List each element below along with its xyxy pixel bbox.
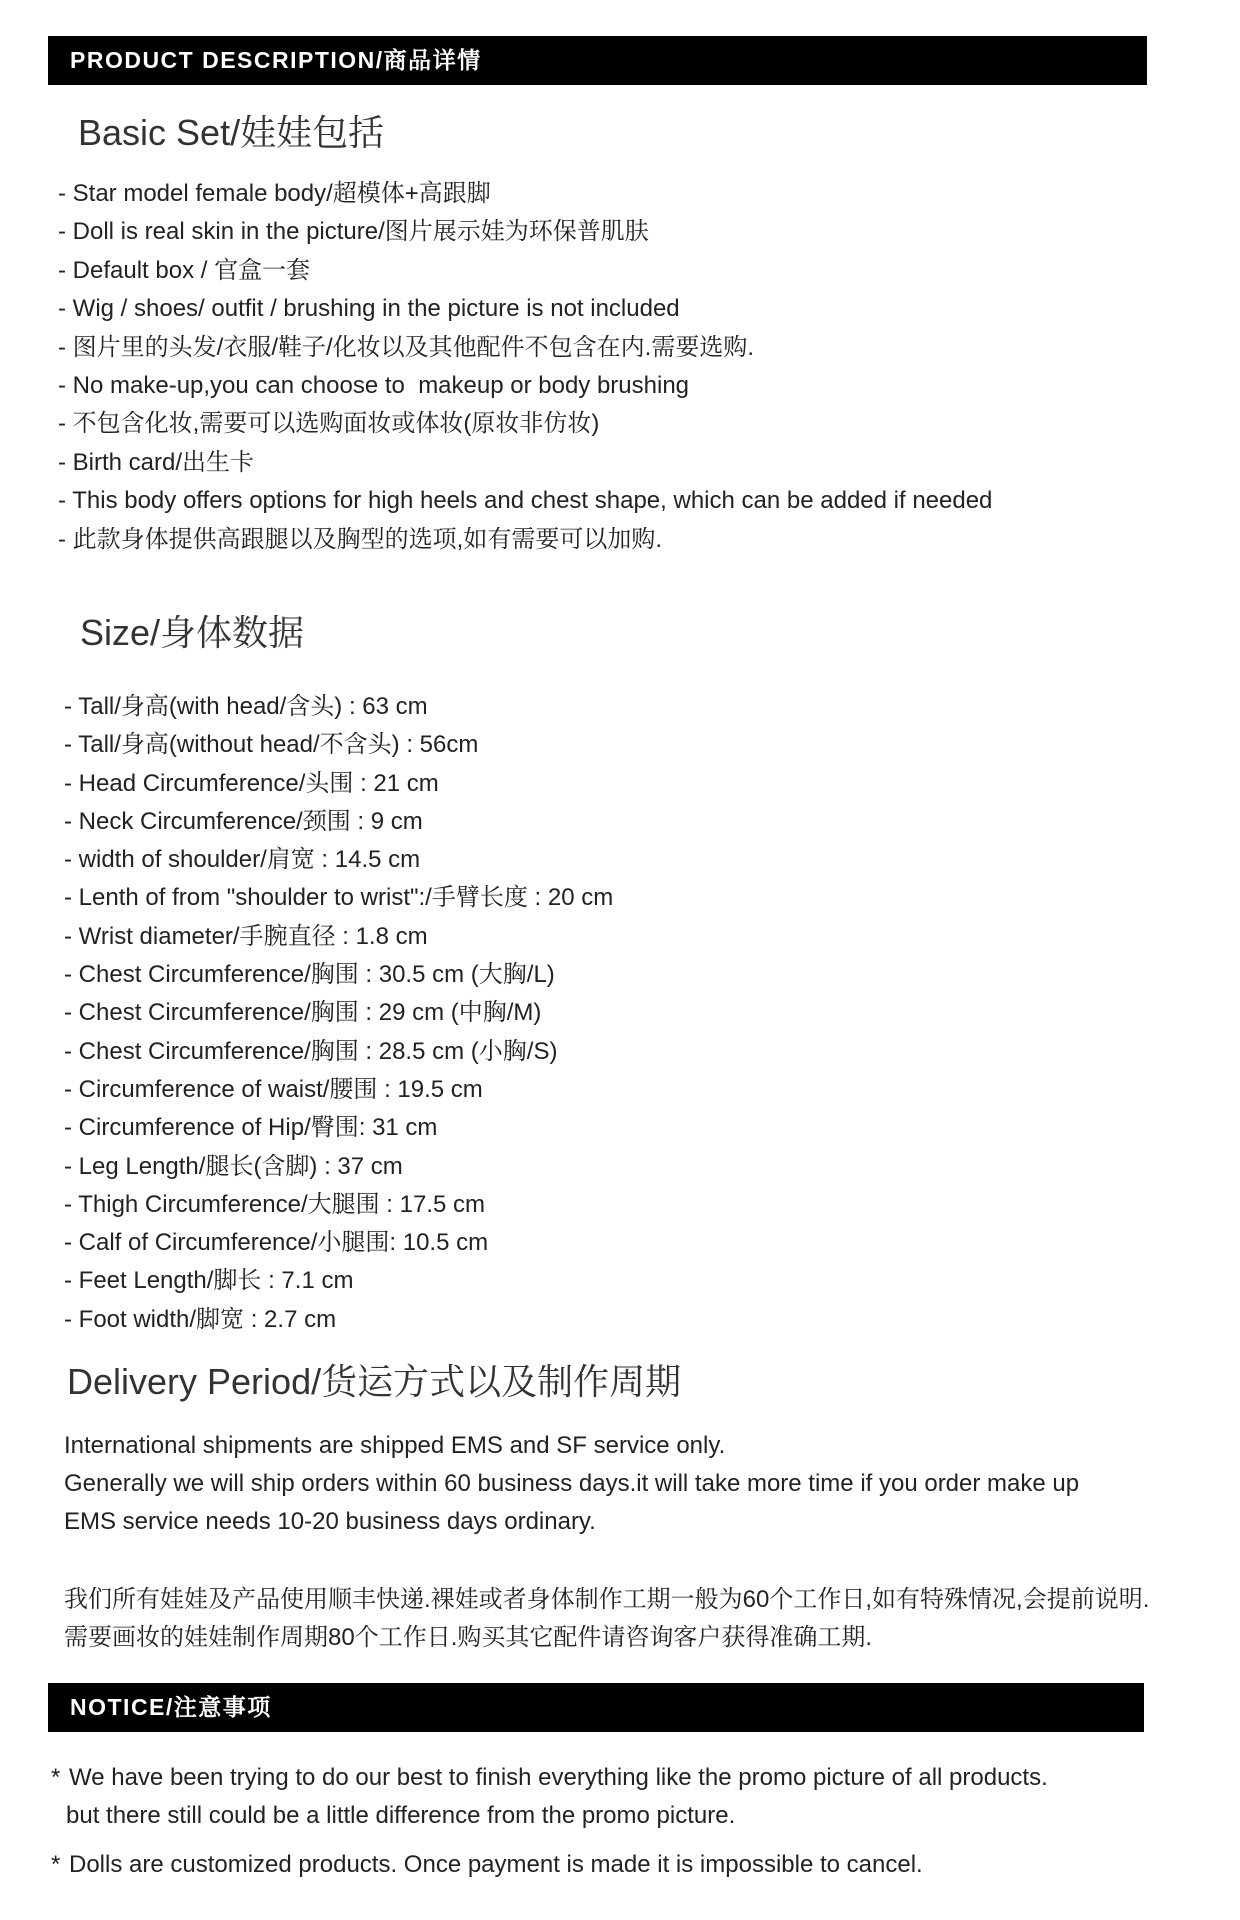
size-item: - Lenth of from "shoulder to wrist":/手臂长度 : 20 cm bbox=[64, 884, 614, 912]
delivery-english-line: International shipments are shipped EMS and SF service only. bbox=[64, 1432, 726, 1459]
notice-item bbox=[51, 1759, 1048, 1835]
notice-header-title: NOTICE/注意事项 bbox=[70, 1694, 272, 1720]
size-item: - width of shoulder/肩宽 : 14.5 cm bbox=[64, 846, 421, 874]
size-item: - Circumference of waist/腰围 : 19.5 cm bbox=[64, 1075, 483, 1103]
delivery-chinese-line: 需要画妆的娃娃制作周期80个工作日.购买其它配件请咨询客户获得准确工期. bbox=[64, 1624, 873, 1651]
size-item: - Circumference of Hip/臀围: 31 cm bbox=[64, 1114, 438, 1142]
delivery-period-heading: Delivery Period/货运方式以及制作周期 bbox=[67, 1361, 682, 1402]
size-item: - Neck Circumference/颈围 : 9 cm bbox=[64, 807, 423, 835]
size-item: - Tall/身高(with head/含头) : 63 cm bbox=[64, 693, 428, 720]
basic-set-list bbox=[58, 175, 992, 559]
notice-header-bar bbox=[48, 1683, 1144, 1732]
notice-line: but there still could be a little difference from the promo picture. bbox=[66, 1802, 736, 1829]
basic-set-item: - Birth card/出生卡 bbox=[58, 448, 255, 476]
size-item: - Chest Circumference/胸围 : 28.5 cm (小胸/S) bbox=[64, 1037, 558, 1065]
size-item: - Thigh Circumference/大腿围 : 17.5 cm bbox=[64, 1190, 486, 1218]
basic-set-item: - 不包含化妆,需要可以选购面妆或体妆(原妆非仿妆) bbox=[58, 410, 600, 438]
size-item: - Wrist diameter/手腕直径 : 1.8 cm bbox=[64, 922, 428, 950]
asterisk-bullet: * bbox=[51, 1851, 61, 1878]
delivery-chinese-line: 我们所有娃娃及产品使用顺丰快递.裸娃或者身体制作工期一般为60个工作日,如有特殊情况,会提前说明. bbox=[64, 1586, 1150, 1613]
size-item: - Leg Length/腿长(含脚) : 37 cm bbox=[64, 1152, 403, 1180]
delivery-english-line: Generally we will ship orders within 60 business days.it will take more time if you order make up bbox=[64, 1470, 1080, 1497]
notice-line: We have been trying to do our best to finish everything like the promo picture of all products. bbox=[69, 1764, 1048, 1791]
notice-item bbox=[51, 1846, 923, 1884]
delivery-english-line: EMS service needs 10-20 business days ordinary. bbox=[64, 1508, 596, 1535]
size-item: - Chest Circumference/胸围 : 29 cm (中胸/M) bbox=[64, 999, 542, 1027]
basic-set-item: - Wig / shoes/ outfit / brushing in the picture is not included bbox=[58, 295, 680, 323]
size-item: - Chest Circumference/胸围 : 30.5 cm (大胸/L) bbox=[64, 961, 555, 989]
product-description-header-bar bbox=[48, 36, 1147, 85]
basic-set-item: - 此款身体提供高跟腿以及胸型的选项,如有需要可以加购. bbox=[58, 525, 662, 553]
notice-line: Dolls are customized products. Once payment is made it is impossible to cancel. bbox=[69, 1851, 923, 1878]
size-list bbox=[64, 688, 613, 1339]
basic-set-item: - No make-up,you can choose to makeup or body brushing bbox=[58, 371, 690, 399]
size-item: - Tall/身高(without head/不含头) : 56cm bbox=[64, 731, 479, 759]
size-item: - Head Circumference/头围 : 21 cm bbox=[64, 769, 439, 797]
basic-set-item: - 图片里的头发/衣服/鞋子/化妆以及其他配件不包含在内.需要选购. bbox=[58, 333, 754, 361]
basic-set-item: - Star model female body/超模体+高跟脚 bbox=[58, 180, 491, 207]
basic-set-item: - Doll is real skin in the picture/图片展示娃为环保普肌肤 bbox=[58, 218, 649, 246]
size-heading: Size/身体数据 bbox=[80, 612, 305, 653]
size-item: - Feet Length/脚长 : 7.1 cm bbox=[64, 1267, 354, 1295]
product-description-header-title: PRODUCT DESCRIPTION/商品详情 bbox=[70, 47, 482, 73]
size-item: - Foot width/脚宽 : 2.7 cm bbox=[64, 1305, 337, 1333]
size-item: - Calf of Circumference/小腿围: 10.5 cm bbox=[64, 1229, 489, 1257]
asterisk-bullet: * bbox=[51, 1764, 61, 1791]
basic-set-item: - This body offers options for high heels and chest shape, which can be added if needed bbox=[58, 487, 993, 515]
basic-set-heading: Basic Set/娃娃包括 bbox=[78, 112, 385, 153]
basic-set-item: - Default box / 官盒一套 bbox=[58, 256, 311, 284]
delivery-chinese-paragraph bbox=[64, 1581, 1149, 1657]
delivery-english-paragraph bbox=[64, 1427, 1079, 1541]
